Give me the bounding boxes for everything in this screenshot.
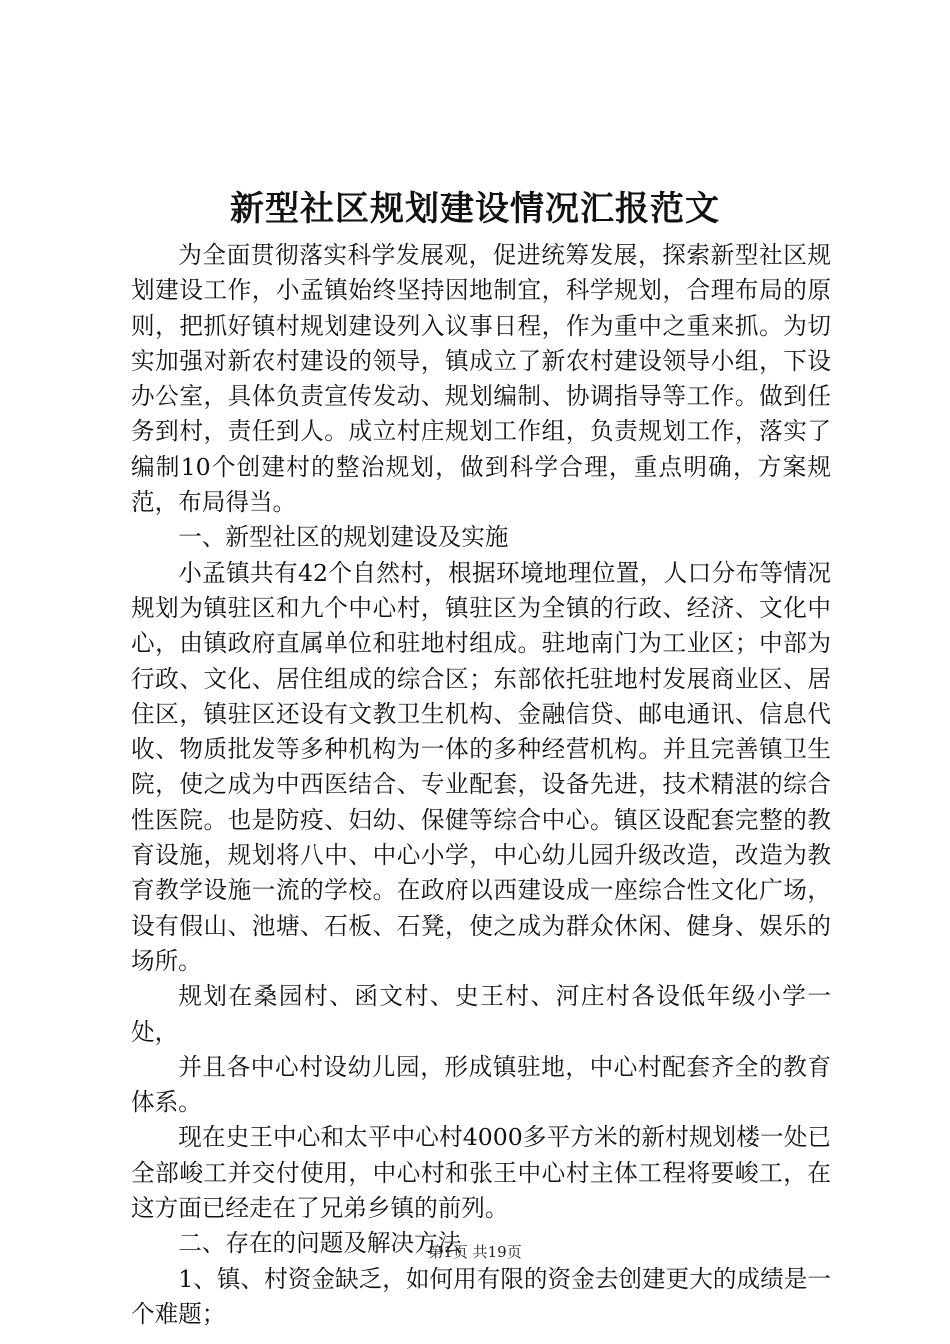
body-paragraph: 小孟镇共有42个自然村，根据环境地理位置，人口分布等情况规划为镇驻区和九个中心村，镇驻区为全镇的行政、经济、文化中心，由镇政府直属单位和驻地村组成。驻地南门为工业区；中部为行政、文化、居住组成的综合区；东部依托驻地村发展商业区、居住区，镇驻区还设有文教卫生机构、金融信贷、邮电通讯、信息代收、物质批发等多种机构为一体的多种经营机构。并且完善镇卫生院，使之成为中西医结合、专业配套，设备先进，技术精湛的综合性医院。也是防疫、妇幼、保健等综合中心。镇区设配套完整的教育设施，规划将八中、中心小学，中心幼儿园升级改造，改造为教育教学设施一流的学校。在政府以西建设成一座综合性文化广场，设有假山、池塘、石板、石凳，使之成为群众休闲、健身、娱乐的场所。 bbox=[131, 558, 831, 975]
section-heading: 二、存在的问题及解决方法 bbox=[178, 1229, 462, 1258]
document-title: 新型社区规划建设情况汇报范文 bbox=[230, 189, 720, 229]
body-paragraph: 并且各中心村设幼儿园，形成镇驻地，中心村配套齐全的教育体系。 bbox=[131, 1052, 831, 1117]
body-paragraph: 规划在桑园村、函文村、史王村、河庄村各设低年级小学一处， bbox=[131, 982, 831, 1046]
section-heading: 一、新型社区的规划建设及实施 bbox=[178, 523, 509, 552]
document-body bbox=[131, 238, 831, 1332]
body-paragraph: 现在史王中心和太平中心村4000多平方米的新村规划楼一处已全部峻工并交付使用，中心村和张王中心村主体工程将要峻工，在这方面已经走在了兄弟乡镇的前列。 bbox=[131, 1123, 831, 1223]
body-paragraph: 为全面贯彻落实科学发展观，促进统筹发展，探索新型社区规划建设工作，小孟镇始终坚持因地制宜，科学规划，合理布局的原则，把抓好镇村规划建设列入议事日程，作为重中之重来抓。为切实加强对新农村建设的领导，镇成立了新农村建设领导小组，下设办公室，具体负责宣传发动、规划编制、协调指导等工作。做到任务到村，责任到人。成立村庄规划工作组，负责规划工作，落实了编制10个创建村的整治规划，做到科学合理，重点明确，方案规范，布局得当。 bbox=[131, 241, 831, 517]
page-number-footer: 第1页 共19页 bbox=[428, 1243, 522, 1261]
body-paragraph: 1、镇、村资金缺乏，如何用有限的资金去创建更大的成绩是一个难题； bbox=[131, 1264, 831, 1328]
